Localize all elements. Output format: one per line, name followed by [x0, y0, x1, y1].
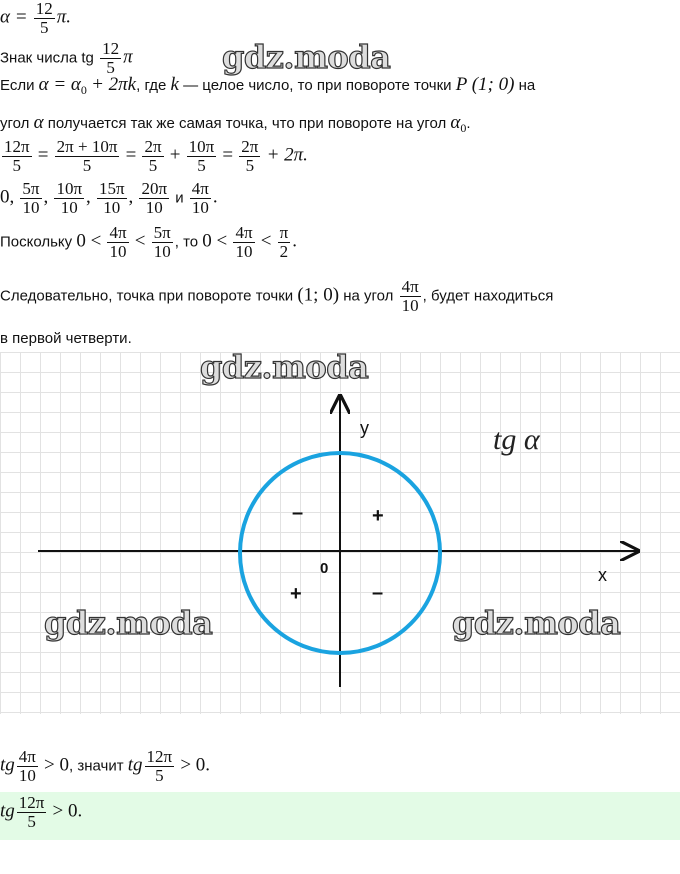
watermark-logo: gdz.moda — [452, 604, 621, 642]
math-part: > 0. — [180, 754, 211, 776]
watermark-logo: gdz.moda — [44, 604, 213, 642]
fraction — [190, 180, 211, 217]
quadrant-3-sign: + — [290, 583, 302, 605]
frac-den: 5 — [245, 155, 255, 175]
fraction — [34, 0, 55, 37]
math-part: + 2π. — [266, 144, 308, 166]
fraction — [239, 138, 260, 175]
origin-label: 0 — [320, 560, 329, 577]
frac-den: 10 — [109, 241, 127, 261]
same-point-statement — [0, 112, 471, 136]
text-part: , значит — [69, 757, 124, 775]
frac-den: 10 — [60, 197, 78, 217]
frac-tail: π — [123, 46, 133, 68]
frac-num: 2π + 10π — [56, 137, 118, 156]
frac-den: 10 — [235, 241, 253, 261]
text-part: . — [466, 115, 471, 132]
frac-num: 4π — [18, 747, 36, 766]
frac-den: 5 — [106, 57, 115, 77]
fraction — [2, 138, 32, 175]
frac-num: 12 — [35, 0, 53, 18]
fraction — [233, 224, 254, 261]
frac-den: 10 — [18, 765, 36, 785]
frac-num: 12 — [102, 39, 120, 58]
text-part: на — [518, 77, 536, 94]
frac-num: 20π — [141, 179, 168, 198]
text-part: — целое число, то при повороте точки — [183, 77, 452, 94]
watermark-logo: gdz.moda — [200, 348, 369, 386]
frac-num: 10π — [188, 137, 215, 156]
math-part: + 2πk — [91, 74, 137, 95]
frac-den: 10 — [145, 197, 163, 217]
frac-num: 4π — [191, 179, 209, 198]
math-part: α — [33, 112, 44, 133]
math-part: 0 < — [202, 230, 228, 252]
fraction — [17, 794, 47, 831]
fraction — [55, 138, 120, 175]
frac-den: 10 — [401, 295, 419, 315]
frac-den: 5 — [82, 155, 92, 175]
inequality-line — [0, 224, 297, 261]
diagram-title: tg α — [493, 423, 540, 456]
frac-num: π — [279, 223, 289, 242]
fraction — [145, 748, 175, 785]
math-part: P (1; 0) — [455, 74, 515, 95]
math-part: < — [260, 230, 272, 252]
frac-den: 5 — [39, 17, 49, 37]
fraction — [100, 40, 121, 77]
fraction — [97, 180, 127, 217]
sign-question-text: Знак числа tg — [0, 49, 94, 67]
frac-num: 5π — [153, 223, 171, 242]
frac-num: 5π — [22, 179, 40, 198]
text-part: на угол — [343, 287, 394, 305]
frac-den: 5 — [155, 765, 164, 785]
text-part: Следовательно, точка при повороте точки — [0, 287, 294, 305]
frac-num: 2π — [144, 137, 162, 156]
fraction — [54, 180, 84, 217]
text-part: , то — [174, 233, 199, 251]
conclusion-line — [0, 278, 553, 315]
subscript: 0 — [460, 121, 467, 135]
frac-den: 10 — [22, 197, 40, 217]
frac-den: 5 — [12, 155, 22, 175]
frac-num: 12π — [4, 137, 30, 156]
text-part: Если — [0, 77, 35, 94]
watermark-logo: gdz.moda — [222, 38, 391, 76]
final-answer — [0, 794, 82, 831]
frac-num: 12π — [18, 793, 45, 812]
frac-num: 2π — [241, 137, 259, 156]
math-part: (1; 0) — [297, 284, 340, 306]
sign-question-line — [0, 39, 133, 77]
fraction — [400, 278, 421, 315]
frac-num: 12π — [146, 747, 173, 766]
answer-highlight — [0, 792, 680, 840]
fraction — [20, 180, 41, 217]
fraction — [187, 138, 217, 175]
math-part: tg — [127, 754, 143, 776]
math-part: < — [134, 230, 146, 252]
frac-num: 4π — [109, 223, 127, 242]
frac-num: 15π — [98, 179, 125, 198]
text-part: , где — [136, 77, 167, 94]
math-part: > 0. — [52, 800, 83, 822]
fraction-list: 0, $\frac{5\pi}{10}$ , $\frac{10\pi}{10}$ , $\frac{15\pi}{10}$ , $\frac{20\pi}{10}$ и $\frac{4\pi}{10}$ . — [0, 179, 218, 217]
quadrant-1-sign: + — [372, 505, 384, 527]
frac-num: 4π — [401, 277, 419, 296]
alpha-tail: π. — [56, 6, 71, 28]
frac-den: 10 — [103, 197, 121, 217]
frac-den: 5 — [27, 811, 36, 831]
math-part: . — [292, 230, 297, 252]
math-part: α — [450, 112, 461, 133]
text-part: и — [175, 189, 184, 207]
text-part: угол — [0, 115, 30, 132]
quarter-line: в первой четверти. — [0, 330, 132, 347]
frac-num: 10π — [56, 179, 83, 198]
tg-comparison-line — [0, 748, 210, 785]
fraction — [142, 138, 163, 175]
fraction — [152, 224, 173, 261]
frac-den: 5 — [148, 155, 158, 175]
math-part: α = α — [38, 74, 81, 95]
math-part: tg — [0, 800, 15, 822]
fraction — [17, 748, 38, 785]
text-part: Поскольку — [0, 233, 73, 251]
math-part: 0 < — [76, 230, 102, 252]
alpha-equation — [0, 0, 71, 37]
frac-den: 5 — [197, 155, 206, 175]
math-part: > 0 — [44, 754, 70, 776]
text-part: , будет находиться — [422, 287, 554, 305]
unit-circle-diagram — [0, 352, 680, 714]
alpha-lhs: α = — [0, 6, 28, 28]
frac-num: 4π — [235, 223, 253, 242]
math-part: k — [170, 74, 179, 95]
angle-decomposition: $\frac{12\pi}{5}$ = $\frac{2\pi + 10\pi}{5}$ = $\frac{2\pi}{5}$ + $\frac{10\pi}{5}$ = $\frac{2\pi}{5}$ + 2π. — [4, 137, 308, 175]
y-axis-label: y — [360, 418, 369, 438]
subscript: 0 — [80, 83, 87, 97]
math-part: 0, — [0, 186, 15, 208]
fraction — [139, 180, 169, 217]
math-part: tg — [0, 754, 15, 776]
fraction — [278, 224, 291, 261]
frac-den: 10 — [153, 241, 171, 261]
text-part: получается так же самая точка, что при повороте на угол — [47, 115, 447, 132]
quadrant-4-sign: – — [372, 582, 384, 604]
x-axis-label: x — [598, 565, 607, 585]
frac-den: 2 — [279, 241, 289, 261]
fraction — [107, 224, 128, 261]
quadrant-2-sign: – — [292, 502, 304, 524]
periodicity-statement — [0, 74, 535, 98]
frac-den: 10 — [191, 197, 209, 217]
